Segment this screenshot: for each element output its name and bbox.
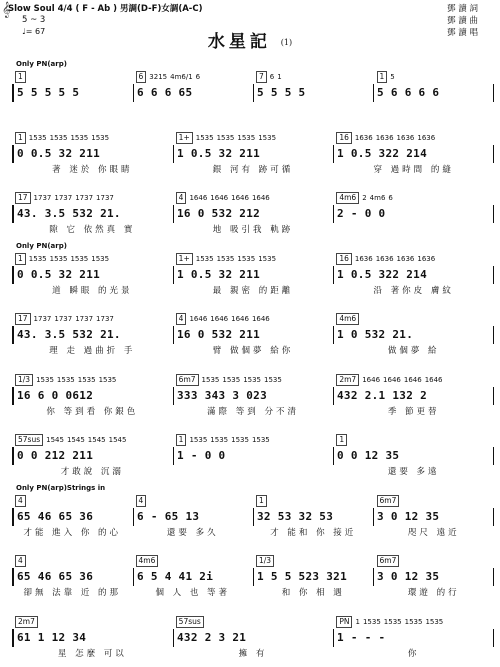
- chord-measure: [333, 373, 494, 387]
- arpeggio-pattern: 1535: [258, 254, 277, 263]
- chord-symbol: 57sus: [15, 434, 43, 446]
- arpeggio-pattern: 6: [195, 73, 201, 81]
- arpeggio-pattern: 1646: [189, 315, 208, 323]
- lyric-row: [12, 405, 494, 417]
- chord-measure: [12, 312, 173, 326]
- note-measure: 6 - 65 13: [133, 508, 253, 526]
- song-version: (1): [280, 38, 293, 47]
- lyric-measure: 才敢說 沉溺: [60, 467, 124, 477]
- arpeggio-pattern: 1646: [424, 375, 443, 384]
- lyric-measure: 滿際 等到 分不清: [207, 406, 299, 417]
- lyric-measure: 擁 有: [238, 648, 268, 659]
- arpeggio-pattern: 1535: [362, 617, 381, 626]
- lyric-measure: 環遊 的行: [407, 588, 460, 598]
- chord-symbol: 17: [15, 192, 31, 204]
- chord-row: [12, 554, 494, 568]
- lyric-measure: 道 瞬眼 的光景: [52, 285, 133, 296]
- chord-row: [12, 312, 494, 326]
- chord-symbol: 1: [377, 71, 388, 83]
- chord-measure: [173, 252, 334, 266]
- chord-symbol: 4: [15, 555, 26, 567]
- instrument-instruction: Only PN(arp): [16, 60, 67, 68]
- note-measure: 1 0.5 322 214: [333, 145, 494, 163]
- arpeggio-pattern: 1: [277, 73, 282, 81]
- lyric-measure: 做個夢 給: [387, 346, 440, 356]
- arpeggio-pattern: 1535: [237, 133, 256, 142]
- chord-symbol: 6: [136, 71, 147, 83]
- chord-row: [12, 373, 494, 387]
- arpeggio-pattern: 1737: [54, 194, 73, 202]
- note-measure: 16 0 532 211: [173, 326, 333, 344]
- chord-measure: [173, 615, 334, 629]
- chord-measure: [12, 191, 173, 205]
- arpeggio-pattern: 1545: [108, 436, 127, 444]
- chord-row: [12, 70, 494, 84]
- lyric-measure: 銀 河有 跡可循: [212, 164, 294, 175]
- arpeggio-pattern: 3215: [149, 73, 168, 81]
- chord-symbol: 1/3: [15, 374, 33, 386]
- note-row: [12, 205, 494, 223]
- lyric-measure: 還要 多遠: [387, 467, 440, 477]
- chord-symbol: 17: [15, 313, 31, 325]
- chord-symbol: 7: [256, 71, 267, 83]
- style-line: Slow Soul 4/4 ( F - Ab ) 男調(D-F)女調(A-C): [8, 4, 203, 14]
- lyric-measure: 隙 它 依然真 實: [49, 225, 136, 235]
- lyric-measure: 地 吸引我 軌跡: [212, 225, 294, 235]
- instrument-instruction: Only PN(arp): [16, 241, 67, 250]
- note-measure: 61 1 12 34: [12, 629, 173, 647]
- chord-symbol: 1/3: [256, 555, 274, 567]
- chord-measure: [374, 70, 495, 84]
- chord-measure: [12, 70, 133, 84]
- arpeggio-pattern: 1646: [403, 375, 422, 384]
- tempo-marking: ♩= 67: [22, 27, 46, 36]
- chord-symbol: 4: [136, 495, 147, 507]
- note-row: [12, 387, 494, 405]
- arpeggio-pattern: 1646: [231, 194, 249, 202]
- chord-row: [12, 433, 494, 447]
- arpeggio-pattern: 1: [355, 617, 360, 626]
- arpeggio-pattern: 1535: [36, 375, 54, 384]
- chord-symbol: 4m6: [136, 555, 159, 567]
- song-title-text: 水星記: [207, 32, 271, 52]
- arpeggio-pattern: 1535: [210, 436, 229, 444]
- note-row: [12, 629, 494, 647]
- arpeggio-pattern: 1545: [66, 436, 85, 444]
- singer-credit: 鄧 讀 唱: [447, 28, 478, 38]
- arpeggio-pattern: 1636: [396, 133, 415, 142]
- chord-measure: [253, 494, 374, 508]
- chord-measure: [333, 433, 494, 447]
- note-row: [12, 145, 494, 163]
- note-measure: 1 - - -: [333, 629, 494, 647]
- note-measure: 32 53 32 53: [253, 508, 373, 526]
- arpeggio-pattern: 1545: [46, 436, 64, 444]
- lyric-measure: 沿 著你皮 膚紋: [373, 285, 454, 296]
- lyric-measure: 你: [407, 648, 420, 659]
- arpeggio-pattern: 1535: [70, 133, 89, 142]
- note-measure: 65 46 65 36: [12, 568, 133, 586]
- arpeggio-pattern: 1535: [251, 436, 270, 444]
- arpeggio-pattern: 1636: [396, 254, 415, 263]
- chord-symbol: 4m6: [336, 313, 359, 325]
- lyric-measure: 最 親密 的距離: [212, 285, 294, 296]
- lyric-row: [12, 586, 494, 598]
- chord-symbol: 1: [256, 495, 267, 507]
- lyric-measure: [173, 465, 334, 477]
- lyricist-credit: 鄧 讀 詞: [447, 4, 478, 14]
- arpeggio-pattern: 1737: [75, 315, 94, 323]
- lyric-row: [12, 102, 494, 114]
- chord-symbol: 6m7: [176, 374, 199, 386]
- chord-row: [12, 615, 494, 629]
- note-measure: 1 0.5 322 214: [333, 266, 494, 284]
- arpeggio-pattern: 1535: [91, 133, 110, 142]
- chord-row: [12, 252, 494, 266]
- arpeggio-pattern: 1636: [417, 254, 436, 263]
- chord-symbol: 1: [15, 71, 26, 83]
- lyric-measure: 你 等到看 你銀色: [46, 406, 139, 417]
- arpeggio-pattern: 1737: [33, 194, 52, 202]
- arpeggio-pattern: 1737: [96, 194, 114, 202]
- chord-measure: [12, 494, 133, 508]
- chord-symbol: 16: [336, 253, 352, 265]
- chord-measure: [333, 615, 494, 629]
- chord-symbol: 1: [15, 132, 26, 144]
- lyric-row: [12, 284, 494, 296]
- note-measure: 1 0.5 32 211: [173, 266, 333, 284]
- chord-symbol: 4: [176, 192, 187, 204]
- note-measure: 5 5 5 5 5: [12, 84, 133, 102]
- song-title: [0, 27, 500, 52]
- arpeggio-pattern: 1646: [231, 315, 249, 323]
- note-row: [12, 326, 494, 344]
- note-measure: 1 0 532 21.: [333, 326, 494, 344]
- pickup-line: 5 ~ 3: [22, 15, 46, 25]
- instrument-instruction: Only PN(arp)Strings in: [16, 483, 106, 492]
- arpeggio-pattern: 1636: [417, 133, 436, 142]
- chord-measure: [133, 554, 254, 568]
- arpeggio-pattern: 1535: [264, 375, 282, 384]
- lyric-measure: 理 走 過曲折 手: [49, 346, 136, 356]
- chord-symbol: 1+: [176, 253, 193, 265]
- arpeggio-pattern: 6: [269, 73, 275, 81]
- chord-symbol: 4m6: [336, 192, 359, 204]
- lyric-measure: 才能 進入 你 的心: [23, 527, 122, 538]
- lyric-row: [12, 223, 494, 235]
- arpeggio-pattern: 1535: [189, 436, 208, 444]
- note-measure: 16 0 532 212: [173, 205, 333, 223]
- lyric-measure: 個 人 也 等著: [155, 588, 231, 598]
- note-measure: 432 2 3 21: [173, 629, 333, 647]
- arpeggio-pattern: 1636: [354, 133, 373, 142]
- arpeggio-pattern: 1535: [28, 254, 47, 263]
- chord-row: [12, 494, 494, 508]
- arpeggio-pattern: 1646: [189, 194, 208, 202]
- arpeggio-pattern: 1545: [87, 436, 106, 444]
- lyric-measure: 卻無 法靠 近 的那: [23, 588, 122, 598]
- arpeggio-pattern: 1535: [404, 617, 423, 626]
- arpeggio-pattern: 1535: [77, 375, 96, 384]
- composer-credit: 鄧 讀 曲: [447, 16, 478, 26]
- chord-measure: [12, 373, 173, 387]
- chord-measure: [333, 131, 494, 145]
- note-measure: 43. 3.5 532 21.: [12, 205, 173, 223]
- arpeggio-pattern: 4m6: [369, 194, 386, 202]
- arpeggio-pattern: 1737: [33, 315, 52, 323]
- arpeggio-pattern: 1535: [56, 375, 75, 384]
- arpeggio-pattern: 1636: [375, 133, 394, 142]
- chord-measure: [12, 433, 173, 447]
- lyric-row: [12, 163, 494, 175]
- chord-symbol: 1: [176, 434, 187, 446]
- chord-symbol: 1: [336, 434, 347, 446]
- chord-symbol: PN: [336, 616, 352, 628]
- arpeggio-pattern: 1535: [237, 254, 256, 263]
- arpeggio-pattern: 1535: [91, 254, 110, 263]
- note-measure: 0 0.5 32 211: [12, 145, 173, 163]
- chord-row: [12, 131, 494, 145]
- arpeggio-pattern: 1535: [195, 133, 214, 142]
- arpeggio-pattern: 5: [390, 73, 395, 81]
- note-measure: 0 0.5 32 211: [12, 266, 173, 284]
- arpeggio-pattern: 1737: [54, 315, 73, 323]
- arpeggio-pattern: 1646: [210, 315, 229, 323]
- arpeggio-pattern: 1646: [210, 194, 229, 202]
- arpeggio-pattern: 1535: [243, 375, 262, 384]
- lyric-row: [12, 647, 494, 659]
- note-measure: 1 5 5 523 321: [253, 568, 373, 586]
- note-measure: 65 46 65 36: [12, 508, 133, 526]
- note-measure: 0 0 12 35: [333, 447, 494, 465]
- chord-measure: [133, 494, 254, 508]
- note-measure: 6 6 6 65: [133, 84, 253, 102]
- lyric-measure: 季 節更替: [387, 406, 440, 417]
- note-measure: 5 6 6 6 6: [373, 84, 494, 102]
- chord-measure: [133, 70, 254, 84]
- note-measure: 1 0.5 32 211: [173, 145, 333, 163]
- arpeggio-pattern: 1737: [96, 315, 114, 323]
- chord-measure: [12, 615, 173, 629]
- lyric-measure: 星 怎麼 可以: [57, 648, 127, 659]
- arpeggio-pattern: 4m6/1: [170, 73, 193, 81]
- chord-measure: [12, 252, 173, 266]
- arpeggio-pattern: 1535: [383, 617, 402, 626]
- arpeggio-pattern: 2: [362, 194, 367, 202]
- chord-measure: [333, 312, 494, 326]
- arpeggio-pattern: 1535: [231, 436, 249, 444]
- chord-measure: [12, 131, 173, 145]
- lyric-measure: 才 能和 你 接近: [270, 527, 357, 538]
- lyric-row: [12, 526, 494, 538]
- arpeggio-pattern: 1535: [28, 133, 47, 142]
- note-measure: 0 0 212 211: [12, 447, 173, 465]
- lyric-measure: 著 迷於 你眼睛: [52, 164, 133, 175]
- note-row: [12, 508, 494, 526]
- chord-measure: [333, 191, 494, 205]
- chord-symbol: 6m7: [377, 495, 400, 507]
- lyric-measure: [333, 223, 494, 235]
- note-measure: 5 5 5 5: [253, 84, 373, 102]
- chord-symbol: 16: [336, 132, 352, 144]
- lyric-measure: 穿 過時間 的縫: [373, 164, 454, 175]
- arpeggio-pattern: 1646: [383, 375, 401, 384]
- note-measure: 3 0 12 35: [373, 568, 494, 586]
- arpeggio-pattern: 1636: [375, 254, 394, 263]
- arpeggio-pattern: 1535: [258, 133, 277, 142]
- arpeggio-pattern: 6: [388, 194, 393, 202]
- note-measure: 1 - 0 0: [173, 447, 333, 465]
- treble-clef-icon: 𝄞: [2, 2, 11, 18]
- chord-symbol: 2m7: [15, 616, 38, 628]
- arpeggio-pattern: 1737: [75, 194, 94, 202]
- lyric-measure: 咫尺 遠近: [407, 527, 460, 538]
- arpeggio-pattern: 1646: [251, 315, 270, 323]
- chord-measure: [173, 131, 334, 145]
- chord-measure: [173, 191, 334, 205]
- note-measure: 333 343 3 023: [173, 387, 333, 405]
- lyric-measure: 還要 多久: [166, 527, 219, 538]
- arpeggio-pattern: 1535: [222, 375, 241, 384]
- arpeggio-pattern: 1646: [362, 375, 381, 384]
- arpeggio-pattern: 1636: [354, 254, 373, 263]
- chord-measure: [333, 252, 494, 266]
- note-row: [12, 447, 494, 465]
- chord-symbol: 6m7: [377, 555, 400, 567]
- arpeggio-pattern: 1535: [216, 133, 235, 142]
- note-row: [12, 84, 494, 102]
- lyric-measure: [374, 102, 495, 114]
- arpeggio-pattern: 1535: [70, 254, 89, 263]
- arpeggio-pattern: 1535: [201, 375, 220, 384]
- chord-measure: [374, 554, 495, 568]
- chord-measure: [253, 554, 374, 568]
- chord-symbol: 1: [15, 253, 26, 265]
- arpeggio-pattern: 1535: [195, 254, 214, 263]
- chord-measure: [12, 554, 133, 568]
- note-measure: 2 - 0 0: [333, 205, 494, 223]
- arpeggio-pattern: 1646: [251, 194, 270, 202]
- lyric-measure: [12, 102, 133, 114]
- chord-measure: [253, 70, 374, 84]
- chord-symbol: 1+: [176, 132, 193, 144]
- chord-measure: [374, 494, 495, 508]
- arpeggio-pattern: 1535: [98, 375, 117, 384]
- chord-symbol: 57sus: [176, 616, 204, 628]
- lyric-row: [12, 344, 494, 356]
- lyric-measure: [253, 102, 374, 114]
- note-measure: 6 5 4 41 2i: [133, 568, 253, 586]
- note-row: [12, 266, 494, 284]
- note-measure: 432 2.1 132 2: [333, 387, 494, 405]
- lyric-measure: 臂 做個夢 給你: [212, 346, 294, 356]
- note-row: [12, 568, 494, 586]
- chord-symbol: 4: [15, 495, 26, 507]
- arpeggio-pattern: 1535: [425, 617, 444, 626]
- chord-row: [12, 191, 494, 205]
- chord-measure: [173, 433, 334, 447]
- chord-symbol: 2m7: [336, 374, 359, 386]
- note-measure: 16 6 0 0612: [12, 387, 173, 405]
- arpeggio-pattern: 1535: [49, 254, 68, 263]
- lyric-measure: [133, 102, 254, 114]
- arpeggio-pattern: 1535: [49, 133, 68, 142]
- chord-measure: [173, 373, 334, 387]
- chord-symbol: 4: [176, 313, 187, 325]
- arpeggio-pattern: 1535: [216, 254, 235, 263]
- chord-measure: [173, 312, 334, 326]
- lyric-measure: 和 你 相 遇: [281, 588, 345, 598]
- note-measure: 43. 3.5 532 21.: [12, 326, 173, 344]
- lyric-row: [12, 465, 494, 477]
- note-measure: 3 0 12 35: [373, 508, 494, 526]
